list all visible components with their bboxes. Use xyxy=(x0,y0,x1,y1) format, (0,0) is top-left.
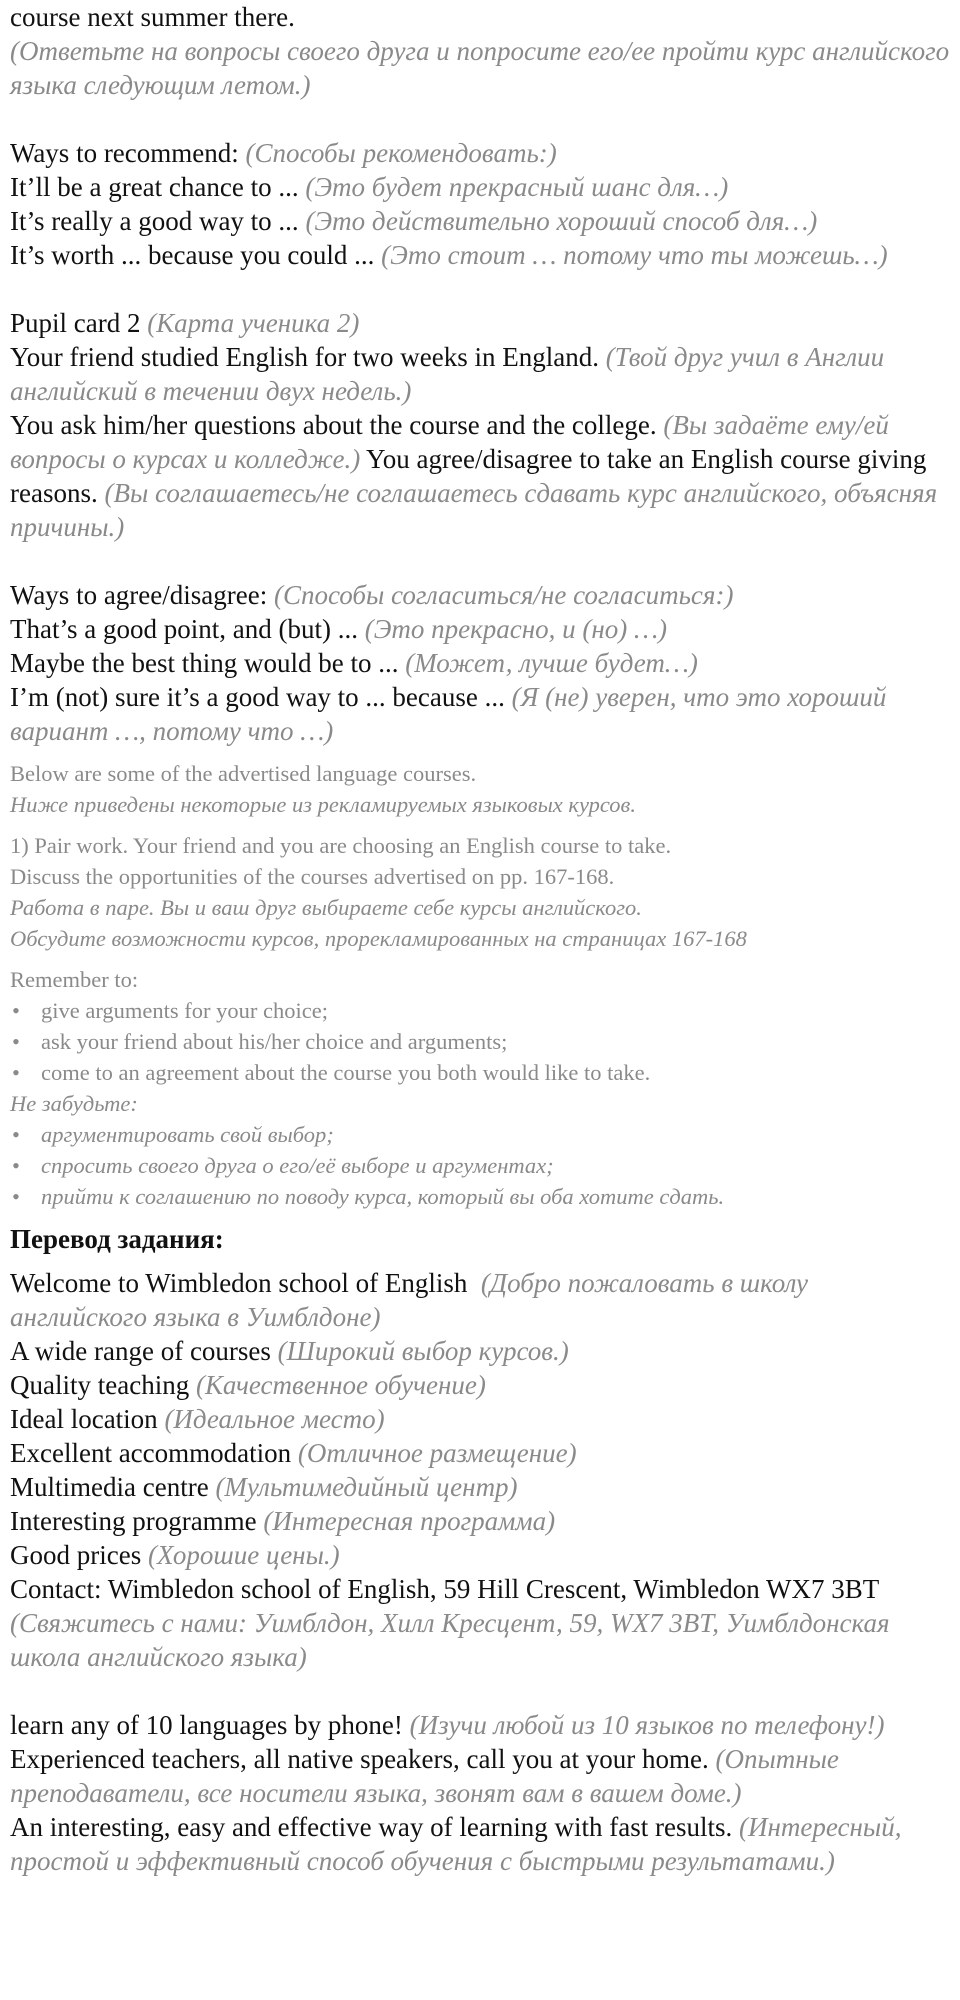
card-sentence: You agree/disagree to take an English course giving reasons. xyxy=(10,444,927,508)
ad-line: Multimedia centre xyxy=(10,1472,209,1502)
spacer xyxy=(10,954,950,964)
ad-line: Ideal location xyxy=(10,1404,158,1434)
list-item xyxy=(10,1119,950,1150)
bullet-icon: • xyxy=(12,1153,20,1178)
list-item-text: прийти к соглашению по поводу курса, который вы оба хотите сдать. xyxy=(41,1184,725,1209)
recommend-title-translation: (Способы рекомендовать:) xyxy=(245,138,557,168)
spacer xyxy=(10,820,950,830)
intro-paragraph xyxy=(10,0,950,102)
agree-title-translation: (Способы согласиться/не согласиться:) xyxy=(273,580,734,610)
recommend-item: It’s really a good way to ... xyxy=(10,206,299,236)
list-item-text: give arguments for your choice; xyxy=(41,998,328,1023)
task-block xyxy=(10,758,950,1212)
list-item xyxy=(10,1057,950,1088)
ad-contact-line: Contact: Wimbledon school of English, 59 Hill Crescent, Wimbledon WX7 3BT xyxy=(10,1574,879,1604)
remember-label-translation: Не забудьте: xyxy=(10,1091,138,1116)
agree-section xyxy=(10,578,950,748)
intro-text: course next summer there. xyxy=(10,2,295,32)
bullet-icon: • xyxy=(12,998,20,1023)
agree-item: That’s a good point, and (but) ... xyxy=(10,614,358,644)
list-item xyxy=(10,1150,950,1181)
pair-work-line: 1) Pair work. Your friend and you are choosing an English course to take. xyxy=(10,833,672,858)
ad-line: Good prices xyxy=(10,1540,142,1570)
agree-item: I’m (not) sure it’s a good way to ... because ... xyxy=(10,682,505,712)
ad-line: Excellent accommodation xyxy=(10,1438,292,1468)
ad-line-translation: (Качественное обучение) xyxy=(195,1370,486,1400)
list-item xyxy=(10,1026,950,1057)
phone-ad-translation: (Интересный, простой и эффективный способ обучения с быстрыми результатами.) xyxy=(10,1812,902,1876)
pair-work-line: Discuss the opportunities of the courses advertised on pp. 167-168. xyxy=(10,864,615,889)
phone-ad xyxy=(10,1708,950,1878)
remember-label: Remember to: xyxy=(10,967,139,992)
ad-line: Interesting programme xyxy=(10,1506,257,1536)
card-sentence-translation: (Вы соглашаетесь/не соглашаетесь сдавать курс английского, объясняя причины.) xyxy=(10,478,938,542)
ad-line-translation: (Мультимедийный центр) xyxy=(215,1472,518,1502)
spacer xyxy=(10,1674,950,1708)
ad-line: Quality teaching xyxy=(10,1370,190,1400)
phone-ad-line: Experienced teachers, all native speakers, call you at your home. xyxy=(10,1744,709,1774)
ad-line: Welcome to Wimbledon school of English xyxy=(10,1268,468,1298)
document-page xyxy=(10,0,950,1878)
recommend-item-translation: (Это будет прекрасный шанс для…) xyxy=(305,172,729,202)
agree-title: Ways to agree/disagree: xyxy=(10,580,268,610)
agree-item-translation: (Я (не) уверен, что это хороший вариант …, потому что …) xyxy=(10,682,887,746)
list-item xyxy=(10,995,950,1026)
ad-line-translation: (Широкий выбор курсов.) xyxy=(277,1336,569,1366)
ad-contact-translation: (Свяжитесь с нами: Уимблдон, Хилл Кресцент, 59, WX7 3BT, Уимблдонская школа английского языка) xyxy=(10,1608,890,1672)
list-item-text: аргументировать свой выбор; xyxy=(41,1122,334,1147)
spacer xyxy=(10,748,950,758)
card-sentence-translation: (Твой друг учил в Англии английский в течении двух недель.) xyxy=(10,342,885,406)
remember-list xyxy=(10,995,950,1088)
ad-line: A wide range of courses xyxy=(10,1336,271,1366)
spacer xyxy=(10,102,950,136)
recommend-section xyxy=(10,136,950,272)
ad-line-translation: (Добро пожаловать в школу английского языка в Уимблдоне) xyxy=(10,1268,809,1332)
spacer xyxy=(10,1256,950,1266)
list-item-text: ask your friend about his/her choice and arguments; xyxy=(41,1029,508,1054)
recommend-item-translation: (Это действительно хороший способ для…) xyxy=(305,206,818,236)
below-text: Below are some of the advertised language courses. xyxy=(10,761,477,786)
phone-ad-translation: (Опытные преподаватели, все носители языка, звонят вам в вашем доме.) xyxy=(10,1744,839,1808)
list-item-text: come to an agreement about the course you both would like to take. xyxy=(41,1060,651,1085)
recommend-item: It’ll be a great chance to ... xyxy=(10,172,299,202)
spacer xyxy=(10,1212,950,1222)
ad-line-translation: (Хорошие цены.) xyxy=(147,1540,340,1570)
list-item-text: спросить своего друга о его/её выборе и аргументах; xyxy=(41,1153,554,1178)
spacer xyxy=(10,544,950,578)
agree-item-translation: (Это прекрасно, и (но) …) xyxy=(364,614,667,644)
bullet-icon: • xyxy=(12,1122,20,1147)
bullet-icon: • xyxy=(12,1060,20,1085)
card-title: Pupil card 2 xyxy=(10,308,141,338)
below-translation: Ниже приведены некоторые из рекламируемых языковых курсов. xyxy=(10,792,636,817)
card-sentence: Your friend studied English for two weeks in England. xyxy=(10,342,599,372)
phone-ad-translation: (Изучи любой из 10 языков по телефону!) xyxy=(409,1710,885,1740)
wimbledon-ad xyxy=(10,1266,950,1674)
recommend-item: It’s worth ... because you could ... xyxy=(10,240,375,270)
intro-translation: (Ответьте на вопросы своего друга и попросите его/ее пройти курс английского языка следующим летом.) xyxy=(10,36,950,100)
bullet-icon: • xyxy=(12,1184,20,1209)
list-item xyxy=(10,1181,950,1212)
ad-line-translation: (Отличное размещение) xyxy=(297,1438,577,1468)
pair-work-translation: Работа в паре. Вы и ваш друг выбираете себе курсы английского. xyxy=(10,895,642,920)
pupil-card-2 xyxy=(10,306,950,544)
translation-heading: Перевод задания: xyxy=(10,1224,224,1254)
ad-line-translation: (Идеальное место) xyxy=(164,1404,385,1434)
pair-work-translation: Обсудите возможности курсов, прорекламированных на страницах 167-168 xyxy=(10,926,747,951)
ad-line-translation: (Интересная программа) xyxy=(263,1506,556,1536)
recommend-title: Ways to recommend: xyxy=(10,138,239,168)
agree-item: Maybe the best thing would be to ... xyxy=(10,648,399,678)
spacer xyxy=(10,272,950,306)
bullet-icon: • xyxy=(12,1029,20,1054)
card-title-translation: (Карта ученика 2) xyxy=(147,308,360,338)
agree-item-translation: (Может, лучше будет…) xyxy=(405,648,698,678)
card-sentence: You ask him/her questions about the course and the college. xyxy=(10,410,657,440)
phone-ad-line: An interesting, easy and effective way of learning with fast results. xyxy=(10,1812,733,1842)
card-sentence-translation: (Вы задаёте ему/ей вопросы о курсах и колледже.) xyxy=(10,410,889,474)
remember-list-translation xyxy=(10,1119,950,1212)
recommend-item-translation: (Это стоит … потому что ты можешь…) xyxy=(381,240,888,270)
phone-ad-line: learn any of 10 languages by phone! xyxy=(10,1710,403,1740)
